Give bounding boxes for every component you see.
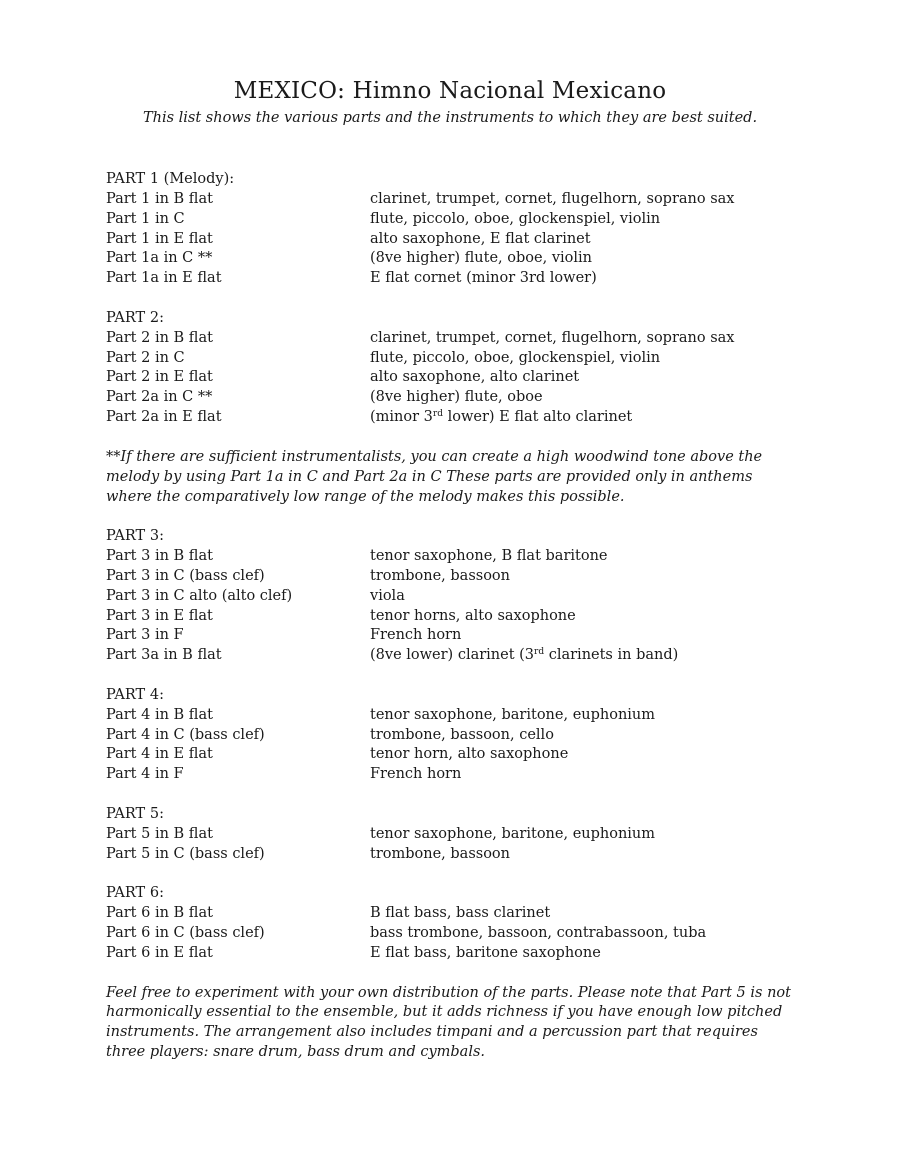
part-row xyxy=(106,825,796,845)
part-instruments: tenor saxophone, baritone, euphonium xyxy=(370,706,656,723)
part-name: Part 2 in E flat xyxy=(106,369,213,386)
part-name: Part 3a in B flat xyxy=(106,647,222,664)
instruments-text: lower) E flat alto clarinet xyxy=(442,409,633,426)
part-name: Part 1 in E flat xyxy=(106,230,213,247)
part-name: Part 1 in C xyxy=(106,210,185,227)
part-instruments: E flat bass, baritone saxophone xyxy=(370,944,601,961)
part-instruments: (8ve higher) flute, oboe, violin xyxy=(370,250,592,267)
part-row xyxy=(106,607,796,627)
part-instruments: tenor saxophone, baritone, euphonium xyxy=(370,825,656,842)
section-heading: PART 6: xyxy=(106,885,164,902)
part-name: Part 4 in E flat xyxy=(106,746,213,763)
part-name: Part 6 in B flat xyxy=(106,905,213,922)
part-instruments xyxy=(370,408,796,428)
part-name: Part 2 in B flat xyxy=(106,329,213,346)
part-instruments: (8ve higher) flute, oboe xyxy=(370,389,543,406)
part-row xyxy=(106,845,796,865)
part-section xyxy=(106,170,796,289)
part-name: Part 3 in E flat xyxy=(106,607,213,624)
part-instruments: trombone, bassoon xyxy=(370,567,510,584)
part-row xyxy=(106,547,796,567)
part-instruments: viola xyxy=(370,587,405,604)
page-subtitle: This list shows the various parts and the instruments to which they are best suited. xyxy=(142,110,758,126)
part-name: Part 1a in E flat xyxy=(106,270,222,287)
section-heading: PART 2: xyxy=(106,309,164,326)
part-instruments: E flat cornet (minor 3rd lower) xyxy=(370,270,597,287)
part-row xyxy=(106,190,796,210)
part-instruments: alto saxophone, E flat clarinet xyxy=(370,230,591,247)
part-instruments: tenor saxophone, B flat baritone xyxy=(370,548,608,565)
part-section xyxy=(106,686,796,785)
section-heading: PART 1 (Melody): xyxy=(106,171,235,187)
part-row xyxy=(106,726,796,746)
part-instruments: clarinet, trumpet, cornet, flugelhorn, soprano sax xyxy=(370,329,735,346)
section-heading: PART 4: xyxy=(106,686,164,703)
part-row xyxy=(106,765,796,785)
part-instruments: bass trombone, bassoon, contrabassoon, tuba xyxy=(370,925,707,942)
part-name: Part 2a in E flat xyxy=(106,409,222,426)
parts-list-1-2 xyxy=(106,170,796,428)
part-instruments: French horn xyxy=(370,627,462,644)
part-section xyxy=(106,309,796,428)
part-name: Part 6 in E flat xyxy=(106,944,213,961)
part-instruments: B flat bass, bass clarinet xyxy=(370,905,551,922)
part-name: Part 6 in C (bass clef) xyxy=(106,925,265,942)
part-row xyxy=(106,924,796,944)
part-instruments: French horn xyxy=(370,766,462,783)
woodwind-note: **If there are sufficient instrumentalists, you can create a high woodwind tone above the melody by using Part 1a in C and Part 2a in C These parts are provided only in anthems where the comparatively low range of the melody makes this possible. xyxy=(106,448,763,505)
part-row xyxy=(106,706,796,726)
part-name: Part 2 in C xyxy=(106,349,185,366)
part-name: Part 1a in C ** xyxy=(106,250,213,267)
part-instruments: alto saxophone, alto clarinet xyxy=(370,369,580,386)
part-row xyxy=(106,745,796,765)
part-section xyxy=(106,527,796,666)
page-title: MEXICO: Himno Nacional Mexicano xyxy=(233,78,667,104)
part-instruments: tenor horn, alto saxophone xyxy=(370,746,569,763)
part-row xyxy=(106,329,796,349)
part-row xyxy=(106,904,796,924)
part-row xyxy=(106,210,796,230)
part-instruments: tenor horns, alto saxophone xyxy=(370,607,576,624)
part-name: Part 4 in C (bass clef) xyxy=(106,726,265,743)
parts-list-3-6 xyxy=(106,527,796,964)
part-instruments: flute, piccolo, oboe, glockenspiel, violin xyxy=(370,210,661,227)
part-instruments: clarinet, trumpet, cornet, flugelhorn, soprano sax xyxy=(370,190,735,207)
part-row xyxy=(106,587,796,607)
part-row xyxy=(106,646,796,666)
part-instruments xyxy=(370,646,796,666)
part-row xyxy=(106,626,796,646)
section-heading: PART 3: xyxy=(106,528,164,545)
part-name: Part 4 in F xyxy=(106,766,184,783)
part-name: Part 2a in C ** xyxy=(106,389,213,406)
part-row xyxy=(106,349,796,369)
part-row xyxy=(106,368,796,388)
part-name: Part 3 in B flat xyxy=(106,548,213,565)
part-section xyxy=(106,884,796,963)
part-name: Part 4 in B flat xyxy=(106,706,213,723)
part-row xyxy=(106,249,796,269)
distribution-note: Feel free to experiment with your own distribution of the parts. Please note that Part 5 is not harmonically essential to the ensemble, but it adds richness if you have enough low pitched instruments. The arrangement also includes timpani and a percussion part that requires three players: snare drum, bass drum and cymbals. xyxy=(106,984,791,1061)
part-instruments: flute, piccolo, oboe, glockenspiel, violin xyxy=(370,349,661,366)
part-instruments: trombone, bassoon xyxy=(370,845,510,862)
section-heading: PART 5: xyxy=(106,806,164,822)
part-row xyxy=(106,388,796,408)
part-name: Part 5 in C (bass clef) xyxy=(106,845,265,862)
part-row xyxy=(106,230,796,250)
part-row xyxy=(106,408,796,428)
instruments-text: clarinets in band) xyxy=(544,647,679,664)
part-name: Part 5 in B flat xyxy=(106,825,213,842)
part-row xyxy=(106,567,796,587)
part-name: Part 1 in B flat xyxy=(106,190,213,207)
instruments-text: (8ve lower) clarinet (3 xyxy=(370,647,535,664)
part-name: Part 3 in C (bass clef) xyxy=(106,567,265,584)
part-row xyxy=(106,944,796,964)
part-name: Part 3 in F xyxy=(106,627,184,644)
part-name: Part 3 in C alto (alto clef) xyxy=(106,587,293,604)
part-instruments: trombone, bassoon, cello xyxy=(370,726,554,743)
part-row xyxy=(106,269,796,289)
ordinal-suffix: rd xyxy=(432,409,443,420)
instruments-text: (minor 3 xyxy=(370,409,433,426)
document-body xyxy=(106,170,796,1083)
part-section xyxy=(106,805,796,865)
ordinal-suffix: rd xyxy=(534,647,545,658)
